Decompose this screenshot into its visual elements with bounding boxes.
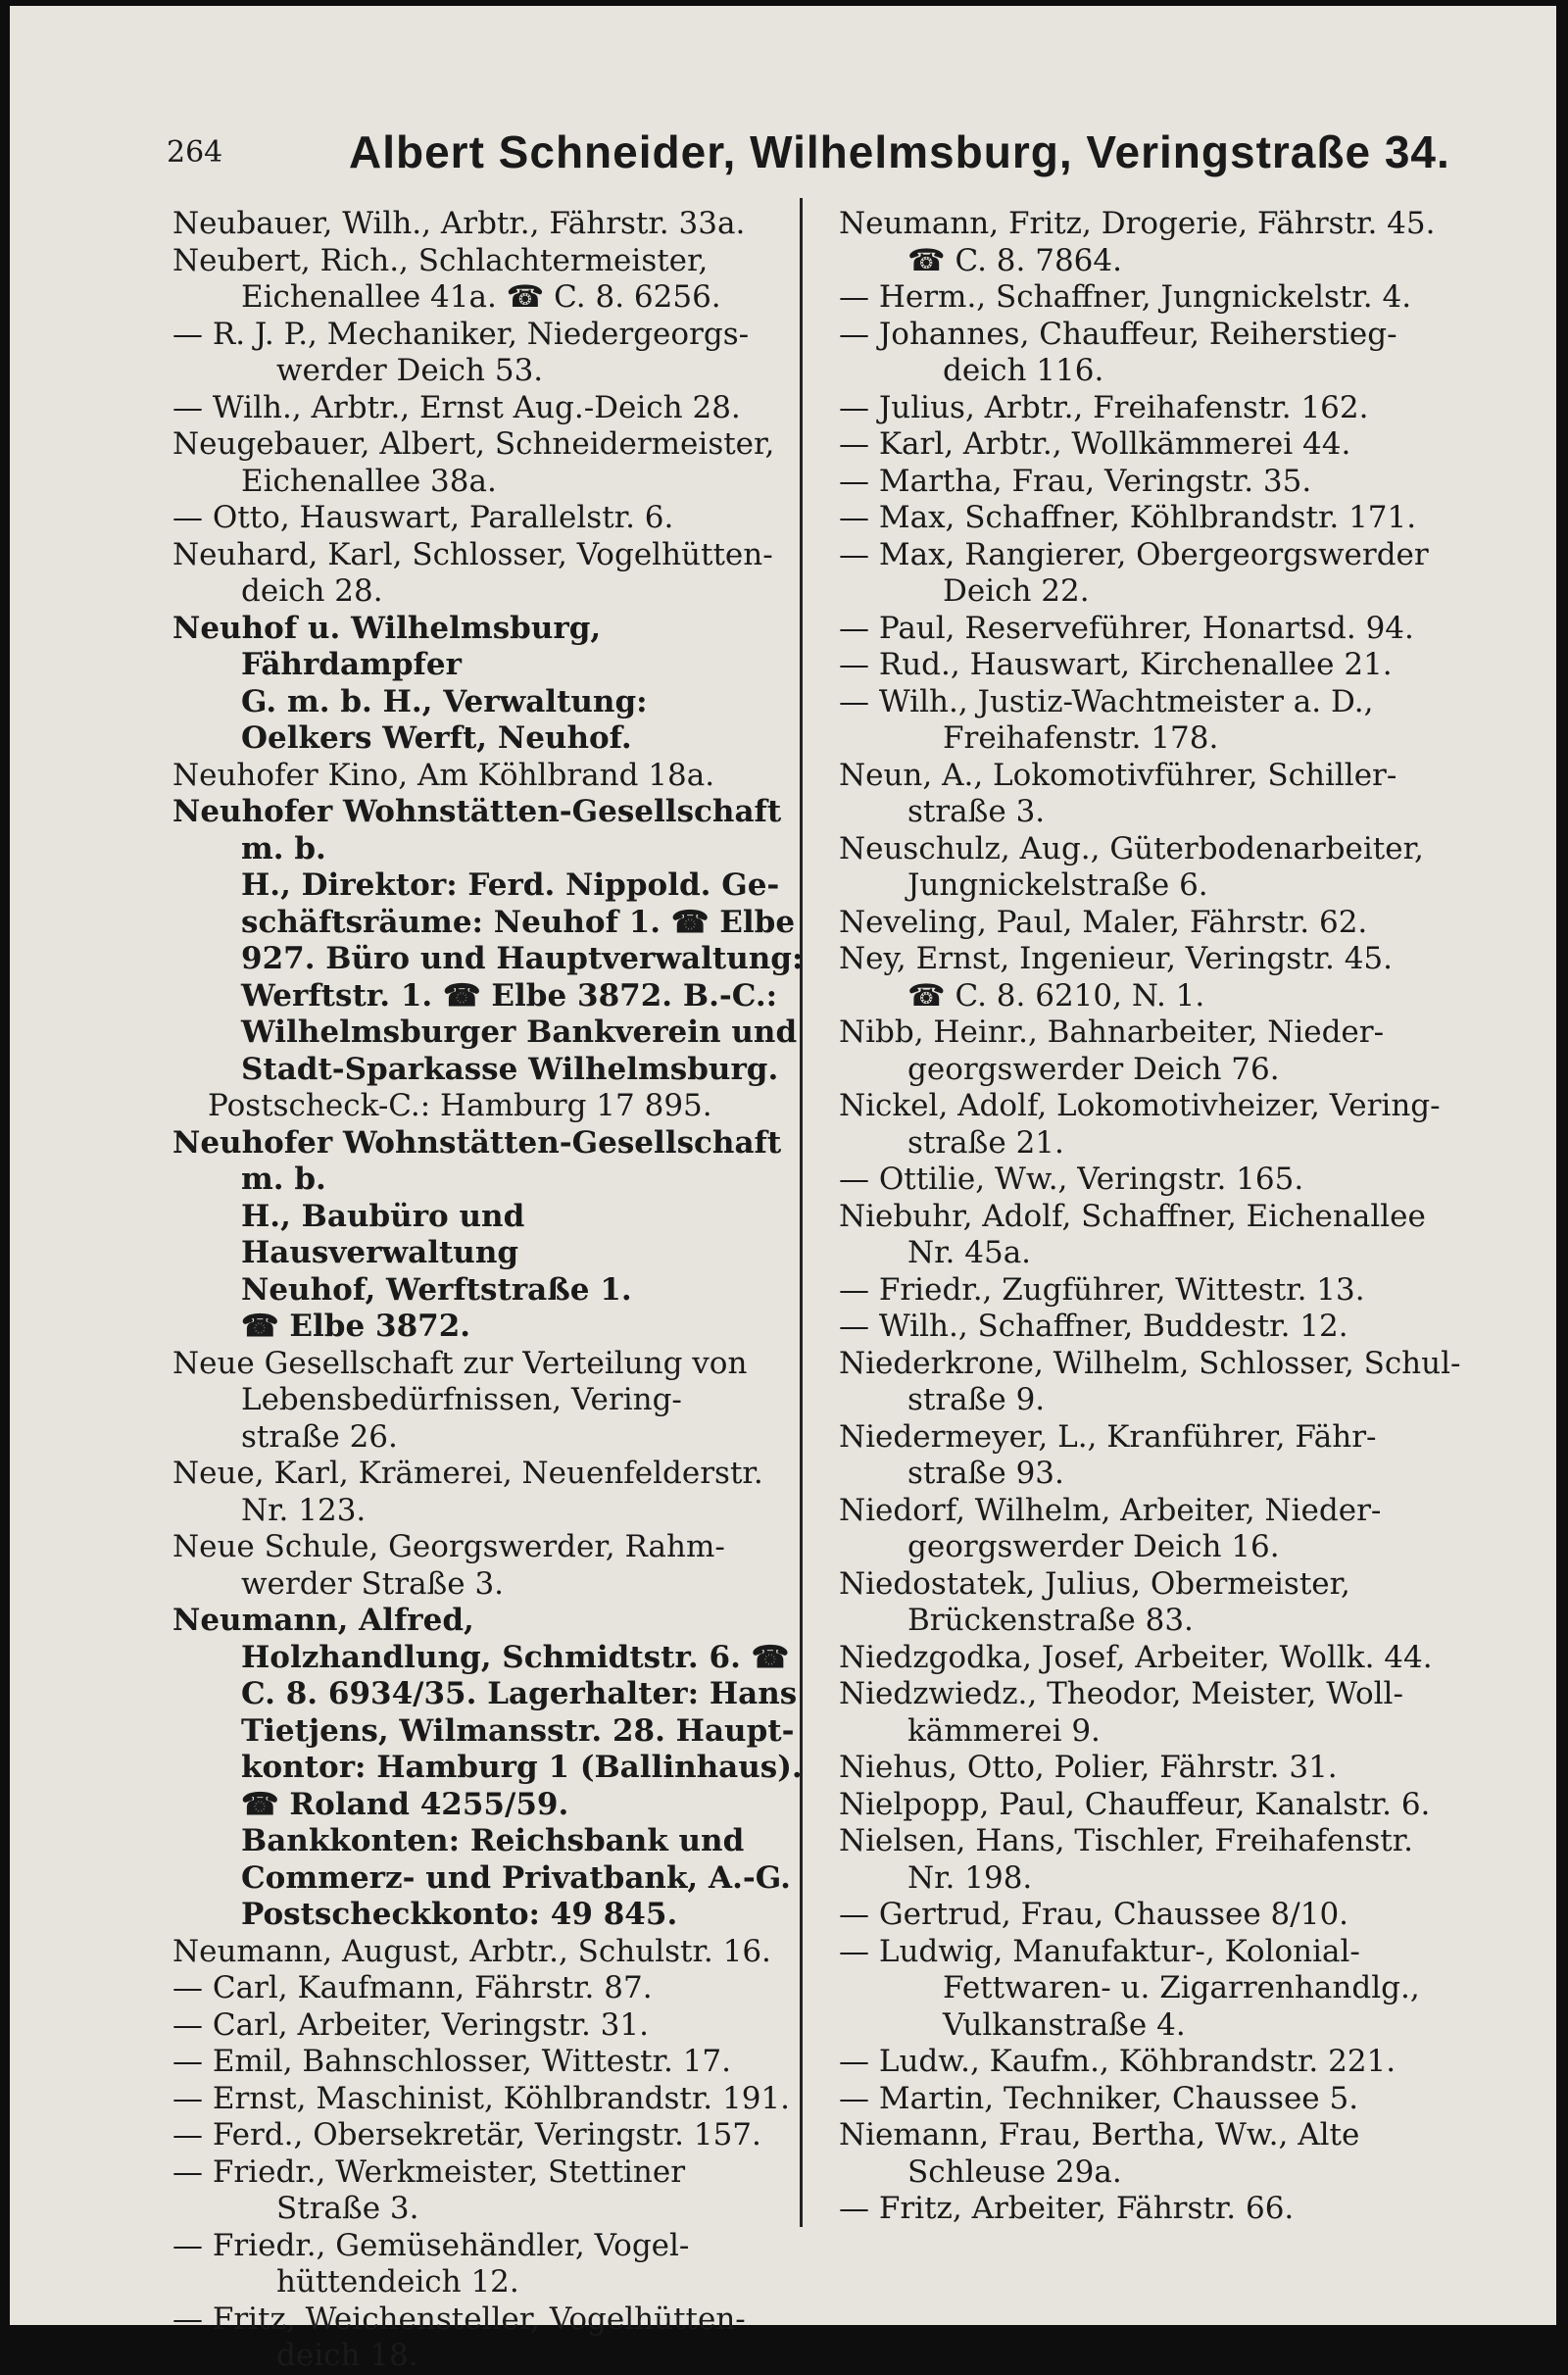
directory-entry: Neumann, Fritz, Drogerie, Fährstr. 45. ☎ C. 8. 7864. xyxy=(839,206,1436,278)
directory-entry: Niederkrone, Wilhelm, Schlosser, Schul- straße 9. xyxy=(839,1345,1461,1417)
directory-entry: Neun, A., Lokomotivführer, Schiller- straße 3. xyxy=(839,757,1397,829)
directory-entry: — Julius, Arbtr., Freihafenstr. 162. xyxy=(839,389,1369,425)
directory-entry: Niedostatek, Julius, Obermeister, Brückenstraße 83. xyxy=(839,1565,1350,1638)
directory-entry: Neuhofer Kino, Am Köhlbrand 18a. xyxy=(172,757,715,793)
directory-entry: Neuhard, Karl, Schlosser, Vogelhütten- deich 28. xyxy=(172,536,773,609)
directory-entry: Ney, Ernst, Ingenieur, Veringstr. 45. ☎ C. 8. 6210, N. 1. xyxy=(839,941,1393,1014)
directory-entry: — Carl, Arbeiter, Veringstr. 31. xyxy=(172,2006,649,2043)
directory-entry: Neue Gesellschaft zur Verteilung von Lebensbedürfnissen, Vering- straße 26. xyxy=(172,1345,748,1455)
left-column xyxy=(172,206,811,2375)
directory-entry: Neuschulz, Aug., Güterbodenarbeiter, Jungnickelstraße 6. xyxy=(839,830,1424,903)
directory-entry: — Fritz, Weichensteller, Vogelhütten- deich 18. xyxy=(172,2301,746,2373)
directory-entry: — Friedr., Gemüsehändler, Vogel- hüttendeich 12. xyxy=(172,2227,690,2300)
directory-entry: Neuhof u. Wilhelmsburg, Fährdampfer G. m. b. H., Verwaltung: Oelkers Werft, Neuhof. xyxy=(172,610,648,756)
directory-entry: Neumann, Alfred, Holzhandlung, Schmidtstr. 6. ☎ C. 8. 6934/35. Lagerhalter: Hans Tietjens, Wilmansstr. 28. Haupt- kontor: Hamburg 1 (Ballinhaus). ☎ Roland 4255/59. Bankkonten: Reichsbank und Commerz- und Privatbank, A.-G. Postscheckkonto: 49 845. xyxy=(172,1603,803,1932)
right-column xyxy=(839,206,1478,2228)
directory-entry: — Ottilie, Ww., Veringstr. 165. xyxy=(839,1162,1304,1197)
directory-entry: — R. J. P., Mechaniker, Niedergeorgs- werder Deich 53. xyxy=(172,316,750,388)
directory-entry: Niedorf, Wilhelm, Arbeiter, Nieder- georgswerder Deich 16. xyxy=(839,1492,1382,1564)
directory-entry: — Rud., Hauswart, Kirchenallee 21. xyxy=(839,647,1393,682)
directory-entry: — Max, Schaffner, Köhlbrandstr. 171. xyxy=(839,500,1417,535)
directory-entry: — Karl, Arbtr., Wollkämmerei 44. xyxy=(839,426,1351,462)
directory-entry: Postscheck-C.: Hamburg 17 895. xyxy=(208,1088,712,1123)
directory-entry: Nibb, Heinr., Bahnarbeiter, Nieder- georgswerder Deich 76. xyxy=(839,1014,1385,1087)
directory-entry: — Paul, Reserveführer, Honartsd. 94. xyxy=(839,610,1414,646)
directory-entry: Neumann, August, Arbtr., Schulstr. 16. xyxy=(172,1933,771,1969)
directory-entry: — Ferd., Obersekretär, Veringstr. 157. xyxy=(172,2117,761,2152)
directory-entry: — Max, Rangierer, Obergeorgswerder Deich 22. xyxy=(839,536,1429,609)
directory-entry: — Wilh., Arbtr., Ernst Aug.-Deich 28. xyxy=(172,389,741,425)
directory-entry: Neuhofer Wohnstätten-Gesellschaft m. b. H., Baubüro und Hausverwaltung Neuhof, Werftstraße 1. ☎ Elbe 3872. xyxy=(172,1124,782,1344)
directory-entry: Niebuhr, Adolf, Schaffner, Eichenallee Nr. 45a. xyxy=(839,1198,1426,1270)
directory-entry: — Carl, Kaufmann, Fährstr. 87. xyxy=(172,1970,653,2005)
directory-entry: Neue, Karl, Krämerei, Neuenfelderstr. Nr. 123. xyxy=(172,1456,763,1528)
directory-entry: — Otto, Hauswart, Parallelstr. 6. xyxy=(172,500,674,535)
directory-entry: Niedermeyer, L., Kranführer, Fähr- straße 93. xyxy=(839,1418,1377,1491)
directory-entry: — Emil, Bahnschlosser, Wittestr. 17. xyxy=(172,2044,731,2079)
directory-entry: Neveling, Paul, Maler, Fährstr. 62. xyxy=(839,904,1368,940)
directory-entry: — Friedr., Zugführer, Wittestr. 13. xyxy=(839,1271,1365,1308)
directory-entry: Niemann, Frau, Bertha, Ww., Alte Schleuse 29a. xyxy=(839,2117,1360,2190)
directory-entry: Nielpopp, Paul, Chauffeur, Kanalstr. 6. xyxy=(839,1786,1431,1822)
page-number: 264 xyxy=(167,135,223,170)
directory-entry: — Ludw., Kaufm., Köhbrandstr. 221. xyxy=(839,2044,1396,2079)
directory-entry: Neue Schule, Georgswerder, Rahm- werder Straße 3. xyxy=(172,1529,725,1602)
directory-entry: — Wilh., Justiz-Wachtmeister a. D., Freihafenstr. 178. xyxy=(839,683,1374,756)
directory-entry: — Martin, Techniker, Chaussee 5. xyxy=(839,2080,1359,2116)
directory-entry: Nickel, Adolf, Lokomotivheizer, Vering- straße 21. xyxy=(839,1088,1441,1161)
directory-entry: — Martha, Frau, Veringstr. 35. xyxy=(839,463,1312,499)
directory-entry: — Wilh., Schaffner, Buddestr. 12. xyxy=(839,1309,1348,1344)
directory-entry: Neuhofer Wohnstätten-Gesellschaft m. b. H., Direktor: Ferd. Nippold. Ge- schäftsräume: Neuhof 1. ☎ Elbe 927. Büro und Hauptverwaltung: Werftstr. 1. ☎ Elbe 3872. B.-C.: Wilhelmsburger Bankverein und Stadt-Sparkasse Wilhelmsburg. xyxy=(172,794,804,1087)
directory-entry: — Friedr., Werkmeister, Stettiner Straße 3. xyxy=(172,2153,686,2226)
directory-entry: Niedzwiedz., Theodor, Meister, Woll- kämmerei 9. xyxy=(839,1676,1403,1749)
directory-entry: — Ludwig, Manufaktur-, Kolonial- Fettwaren- u. Zigarrenhandlg., Vulkanstraße 4. xyxy=(839,1933,1420,2043)
directory-entry: — Fritz, Arbeiter, Fährstr. 66. xyxy=(839,2191,1295,2226)
directory-entry: — Ernst, Maschinist, Köhlbrandstr. 191. xyxy=(172,2080,791,2116)
directory-entry: Niehus, Otto, Polier, Fährstr. 31. xyxy=(839,1750,1338,1785)
directory-entry: — Herm., Schaffner, Jungnickelstr. 4. xyxy=(839,279,1412,315)
directory-entry: Neugebauer, Albert, Schneidermeister, Eichenallee 38a. xyxy=(172,426,775,499)
directory-entry: Niedzgodka, Josef, Arbeiter, Wollk. 44. xyxy=(839,1639,1433,1675)
running-title: Albert Schneider, Wilhelmsburg, Veringstraße 34. xyxy=(349,126,1450,177)
directory-page xyxy=(10,6,1556,2373)
directory-entry: — Gertrud, Frau, Chaussee 8/10. xyxy=(839,1897,1349,1932)
directory-entry: Neubauer, Wilh., Arbtr., Fährstr. 33a. xyxy=(172,206,746,241)
directory-entry: Nielsen, Hans, Tischler, Freihafenstr. Nr. 198. xyxy=(839,1823,1413,1896)
directory-entry: Neubert, Rich., Schlachtermeister, Eichenallee 41a. ☎ C. 8. 6256. xyxy=(172,242,721,315)
directory-entry: — Johannes, Chauffeur, Reiherstieg- deich 116. xyxy=(839,316,1397,388)
